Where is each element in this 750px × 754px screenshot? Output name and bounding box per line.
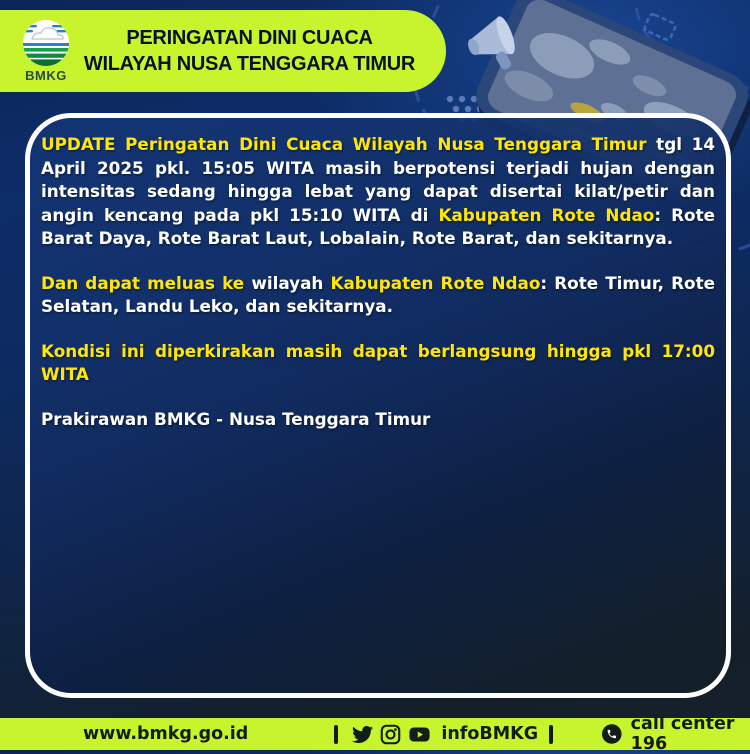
page-title bbox=[79, 25, 446, 78]
website-url: www.bmkg.go.id bbox=[83, 724, 249, 744]
social-handle: infoBMKG bbox=[441, 724, 539, 744]
bmkg-logo-text: BMKG bbox=[25, 68, 67, 83]
footer-divider bbox=[334, 725, 338, 744]
warning-panel bbox=[25, 113, 731, 698]
footer-divider bbox=[549, 725, 553, 744]
alert-body bbox=[41, 133, 715, 431]
footer-bar bbox=[0, 714, 750, 754]
alert-paragraph: UPDATE Peringatan Dini Cuaca Wilayah Nusa Tenggara Timur tgl 14 April 2025 pkl. 15:05 WITA masih berpotensi terjadi hujan dengan intensitas sedang hingga lebat yang dapat disertai kilat/petir dan angin kencang pada pkl 15:10 WITA di Kabupaten Rote Ndao: Rote Barat Daya, Rote Barat Laut, Lobalain, Rote Barat, dan sekitarnya. bbox=[41, 134, 716, 248]
page-title-line1: PERINGATAN DINI CUACA bbox=[126, 26, 373, 49]
alert-paragraph: Dan dapat meluas ke wilayah Kabupaten Rote Ndao: Rote Timur, Rote Selatan, Landu Leko, dan sekitarnya. bbox=[41, 272, 715, 316]
call-center bbox=[602, 714, 750, 754]
instagram-icon bbox=[380, 724, 401, 745]
phone-icon bbox=[602, 722, 622, 746]
alert-paragraph: Prakirawan BMKG - Nusa Tenggara Timur bbox=[41, 408, 431, 429]
youtube-icon bbox=[408, 724, 431, 745]
call-center-text: call center 196 bbox=[630, 714, 735, 754]
bmkg-logo bbox=[13, 19, 79, 83]
header-banner bbox=[0, 10, 446, 92]
social-icons bbox=[352, 724, 431, 745]
page-title-line2: WILAYAH NUSA TENGGARA TIMUR bbox=[83, 53, 416, 75]
bmkg-logo-icon bbox=[22, 19, 70, 67]
twitter-icon bbox=[352, 724, 373, 745]
alert-paragraph: Kondisi ini diperkirakan masih dapat berlangsung hingga pkl 17:00 WITA bbox=[41, 340, 715, 384]
